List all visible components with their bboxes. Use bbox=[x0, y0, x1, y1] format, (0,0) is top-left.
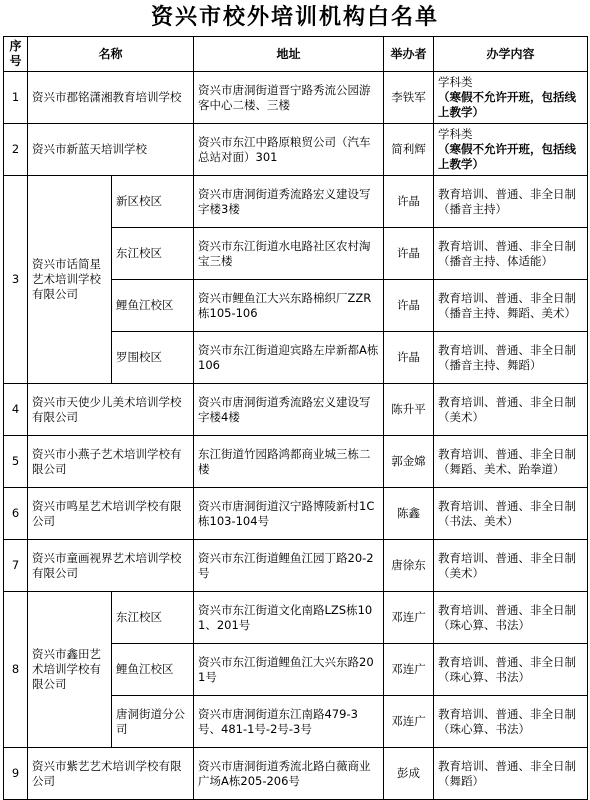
seq-cell: 6 bbox=[4, 488, 28, 540]
seq-cell: 1 bbox=[4, 72, 28, 124]
address-cell: 资兴市唐洞街道晋宁路秀流公园游客中心二楼、三楼 bbox=[194, 72, 384, 124]
name-cell: 资兴市鸣星艺术培训学校有限公司 bbox=[28, 488, 194, 540]
content-cell: 教育培训、普通、非全日制（舞蹈） bbox=[434, 748, 588, 800]
table-row bbox=[4, 72, 588, 124]
seq-cell: 7 bbox=[4, 540, 28, 592]
content-cell bbox=[434, 124, 588, 176]
content-cell: 教育培训、普通、非全日制（播音主持、舞蹈） bbox=[434, 332, 588, 384]
holder-cell: 简利辉 bbox=[384, 124, 434, 176]
name-cell: 资兴市新蓝天培训学校 bbox=[28, 124, 194, 176]
content-cell: 教育培训、普通、非全日制（珠心算、书法） bbox=[434, 696, 588, 748]
table-row bbox=[4, 124, 588, 176]
holder-cell: 陈鑫 bbox=[384, 488, 434, 540]
content-type: 学科类 bbox=[438, 127, 473, 141]
name-cell: 资兴市童画视界艺术培训学校有限公司 bbox=[28, 540, 194, 592]
content-cell: 教育培训、普通、非全日制（舞蹈、美术、跆拳道） bbox=[434, 436, 588, 488]
page-title: 资兴市校外培训机构白名单 bbox=[150, 5, 439, 30]
holder-cell: 邓连广 bbox=[384, 592, 434, 644]
campus-cell: 东江校区 bbox=[112, 592, 194, 644]
header-holder: 举办者 bbox=[384, 37, 434, 72]
address-cell: 资兴市唐洞街道秀流路宏义建设写字楼3楼 bbox=[194, 176, 384, 228]
address-cell: 资兴市东江街道文化南路LZS栋101、201号 bbox=[194, 592, 384, 644]
table-row bbox=[4, 540, 588, 592]
campus-cell: 罗围校区 bbox=[112, 332, 194, 384]
name-cell: 资兴市小燕子艺术培训学校有限公司 bbox=[28, 436, 194, 488]
content-note: （寒假不允许开班，包括线上教学） bbox=[438, 90, 577, 119]
holder-cell: 郭金嫦 bbox=[384, 436, 434, 488]
name-cell: 资兴市鑫田艺术培训学校有限公司 bbox=[28, 592, 112, 748]
address-cell: 资兴市东江街道迎宾路左岸新都A栋106 bbox=[194, 332, 384, 384]
table-row bbox=[4, 436, 588, 488]
content-cell: 教育培训、普通、非全日制（播音主持、舞蹈、美术） bbox=[434, 280, 588, 332]
holder-cell: 陈升平 bbox=[384, 384, 434, 436]
name-cell: 资兴市郡铭潇湘教育培训学校 bbox=[28, 72, 194, 124]
address-cell: 资兴市东江中路原粮贸公司（汽车总站对面）301 bbox=[194, 124, 384, 176]
header-row bbox=[4, 37, 588, 72]
content-cell: 教育培训、普通、非全日制（播音主持、体适能） bbox=[434, 228, 588, 280]
table-row bbox=[4, 176, 588, 228]
name-cell: 资兴市紫艺艺术培训学校有限公司 bbox=[28, 748, 194, 800]
address-cell: 资兴市唐洞街道汉宁路博陵新村1C栋103-104号 bbox=[194, 488, 384, 540]
table-row bbox=[4, 488, 588, 540]
holder-cell: 许晶 bbox=[384, 332, 434, 384]
campus-cell: 新区校区 bbox=[112, 176, 194, 228]
content-type: 学科类 bbox=[438, 75, 473, 89]
address-cell: 资兴市鲤鱼江大兴东路棉织厂ZZR栋105-106 bbox=[194, 280, 384, 332]
whitelist-table bbox=[3, 36, 588, 800]
header-seq: 序号 bbox=[4, 37, 28, 72]
content-cell: 教育培训、普通、非全日制（播音主持） bbox=[434, 176, 588, 228]
header-address: 地址 bbox=[194, 37, 384, 72]
table-row bbox=[4, 384, 588, 436]
address-cell: 资兴市唐洞街道东江南路479-3号、481-1号-2号-3号 bbox=[194, 696, 384, 748]
holder-cell: 许晶 bbox=[384, 280, 434, 332]
holder-cell: 彭成 bbox=[384, 748, 434, 800]
address-cell: 资兴市东江街道鲤鱼江园丁路20-2号 bbox=[194, 540, 384, 592]
holder-cell: 唐徐东 bbox=[384, 540, 434, 592]
seq-cell: 2 bbox=[4, 124, 28, 176]
campus-cell: 东江校区 bbox=[112, 228, 194, 280]
content-cell: 教育培训、普通、非全日制（美术） bbox=[434, 384, 588, 436]
name-cell: 资兴市天使少儿美术培训学校有限公司 bbox=[28, 384, 194, 436]
seq-cell: 9 bbox=[4, 748, 28, 800]
holder-cell: 许晶 bbox=[384, 228, 434, 280]
campus-cell: 鲤鱼江校区 bbox=[112, 644, 194, 696]
holder-cell: 李铁军 bbox=[384, 72, 434, 124]
address-cell: 东江街道竹园路鸿都商业城三栋二楼 bbox=[194, 436, 384, 488]
content-cell: 教育培训、普通、非全日制（珠心算、书法） bbox=[434, 592, 588, 644]
content-cell: 教育培训、普通、非全日制（书法、美术） bbox=[434, 488, 588, 540]
content-note: （寒假不允许开班，包括线上教学） bbox=[438, 142, 577, 171]
holder-cell: 许晶 bbox=[384, 176, 434, 228]
header-content: 办学内容 bbox=[434, 37, 588, 72]
campus-cell: 鲤鱼江校区 bbox=[112, 280, 194, 332]
campus-cell: 唐洞街道分公司 bbox=[112, 696, 194, 748]
content-cell bbox=[434, 72, 588, 124]
header-name: 名称 bbox=[28, 37, 194, 72]
address-cell: 资兴市东江街道鲤鱼江大兴东路201号 bbox=[194, 644, 384, 696]
holder-cell: 邓连广 bbox=[384, 696, 434, 748]
seq-cell: 3 bbox=[4, 176, 28, 384]
holder-cell: 邓连广 bbox=[384, 644, 434, 696]
content-cell: 教育培训、普通、非全日制（美术） bbox=[434, 540, 588, 592]
address-cell: 资兴市唐洞街道秀流路宏义建设写字楼4楼 bbox=[194, 384, 384, 436]
address-cell: 资兴市东江街道水电路社区农村淘宝三楼 bbox=[194, 228, 384, 280]
table-row bbox=[4, 592, 588, 644]
seq-cell: 8 bbox=[4, 592, 28, 748]
content-cell: 教育培训、普通、非全日制（珠心算、书法） bbox=[434, 644, 588, 696]
address-cell: 资兴市唐洞街道秀流北路白薇商业广场A栋205-206号 bbox=[194, 748, 384, 800]
table-row bbox=[4, 748, 588, 800]
seq-cell: 5 bbox=[4, 436, 28, 488]
seq-cell: 4 bbox=[4, 384, 28, 436]
name-cell: 资兴市话简星艺术培训学校有限公司 bbox=[28, 176, 112, 384]
